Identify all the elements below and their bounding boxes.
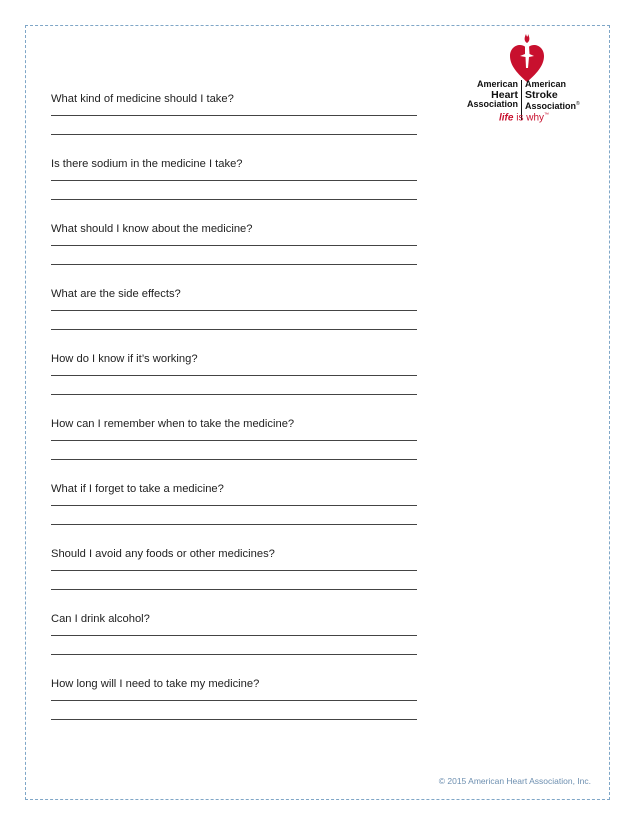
answer-line[interactable] [51, 458, 417, 460]
answer-line[interactable] [51, 198, 417, 200]
answer-line[interactable] [51, 504, 417, 506]
tagline-rest: is why [513, 112, 545, 124]
trademark-mark: ™ [544, 112, 550, 118]
question-block [51, 612, 419, 677]
tagline-life: life [499, 112, 514, 124]
answer-line[interactable] [51, 263, 417, 265]
answer-line[interactable] [51, 133, 417, 135]
heart-name-line3: Association [466, 98, 518, 109]
question-text: Is there sodium in the medicine I take? [51, 158, 243, 170]
question-text: What kind of medicine should I take? [51, 93, 234, 105]
question-block [51, 92, 419, 157]
question-block [51, 157, 419, 222]
question-block [51, 222, 419, 287]
question-text: Should I avoid any foods or other medicines? [51, 548, 275, 560]
question-block [51, 482, 419, 547]
answer-line[interactable] [51, 718, 417, 720]
question-text: What if I forget to take a medicine? [51, 483, 224, 495]
answer-line[interactable] [51, 588, 417, 590]
answer-line[interactable] [51, 569, 417, 571]
question-block [51, 417, 419, 482]
stroke-name-line3: Association [525, 100, 577, 111]
answer-line[interactable] [51, 114, 417, 116]
stroke-name-line2: Stroke [525, 88, 558, 101]
question-list [51, 92, 419, 742]
answer-line[interactable] [51, 699, 417, 701]
answer-line[interactable] [51, 634, 417, 636]
tagline [499, 112, 549, 123]
stroke-name-line1: American [525, 79, 567, 89]
answer-line[interactable] [51, 179, 417, 181]
question-block [51, 352, 419, 417]
question-text: How do I know if it’s working? [51, 353, 198, 365]
heart-name-line2: Heart [491, 88, 518, 101]
answer-line[interactable] [51, 309, 417, 311]
aha-asa-logo [463, 32, 591, 124]
answer-line[interactable] [51, 393, 417, 395]
question-block [51, 547, 419, 612]
answer-line[interactable] [51, 328, 417, 330]
question-text: How can I remember when to take the medicine? [51, 418, 295, 430]
question-block [51, 677, 419, 742]
answer-line[interactable] [51, 439, 417, 441]
question-text: How long will I need to take my medicine? [51, 678, 260, 690]
question-text: What should I know about the medicine? [51, 223, 253, 235]
question-text: Can I drink alcohol? [51, 613, 150, 625]
answer-line[interactable] [51, 523, 417, 525]
answer-line[interactable] [51, 244, 417, 246]
answer-line[interactable] [51, 653, 417, 655]
heart-name-line1: American [476, 79, 518, 89]
heart-torch-icon [508, 32, 546, 84]
question-block [51, 287, 419, 352]
registered-mark: ® [576, 100, 580, 107]
answer-line[interactable] [51, 374, 417, 376]
copyright-notice: © 2015 American Heart Association, Inc. [438, 776, 591, 786]
question-text: What are the side effects? [51, 288, 181, 300]
